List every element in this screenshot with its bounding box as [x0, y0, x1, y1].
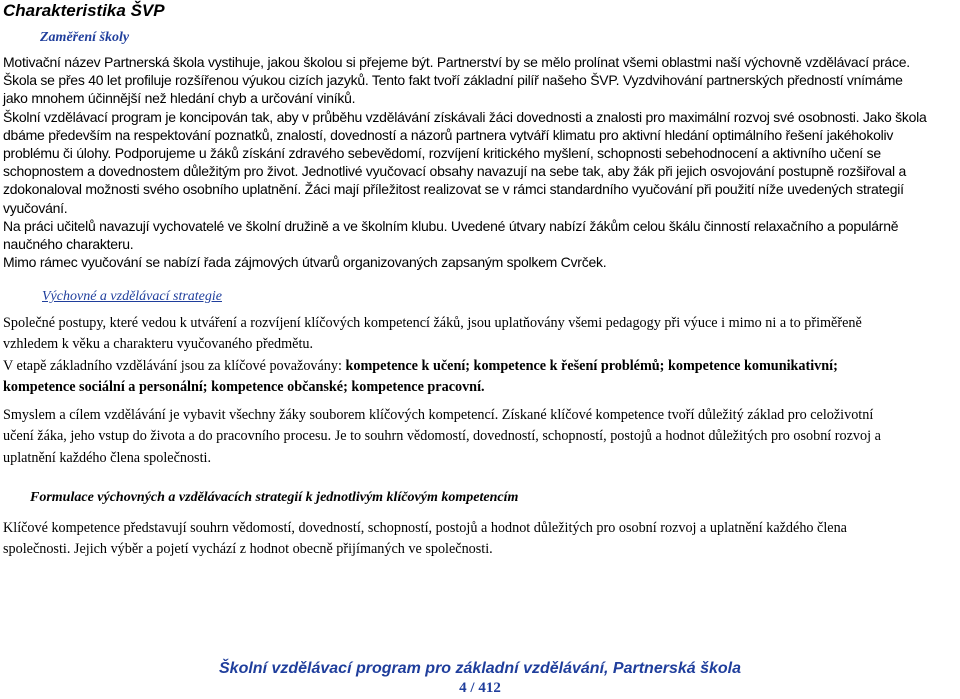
- section-purpose-text: [3, 405, 953, 469]
- section-heading-formulation: Formulace výchovných a vzdělávacích strategií k jednotlivým klíčovým kompetencím: [30, 490, 519, 505]
- text-line-prefix: V etapě základního vzdělávání jsou za klíčové považovány:: [3, 357, 346, 374]
- text-line: Škola se přes 40 let profiluje rozšířenou výukou cizích jazyků. Tento fakt tvoří základní pilíř našeho ŠVP. Vyzdvihování partnerských předností vnímáme: [3, 72, 903, 89]
- text-line: učení žáka, jeho vstup do života a do pracovního procesu. Je to souhrn vědomostí, dovedností, schopností, postojů a hodnot důležitých pro osobní rozvoj a: [3, 428, 881, 445]
- text-line: Motivační název Partnerská škola vystihuje, jakou školou si přejeme být. Partnerství by se mělo prolínat všemi oblastmi naší výchovně vzdělávací práce.: [3, 54, 910, 70]
- footer-title: Školní vzdělávací program pro základní vzdělávání, Partnerská škola: [219, 660, 741, 677]
- text-line: vzhledem k věku a charakteru vyučovaného předmětu.: [3, 336, 314, 353]
- text-line: uplatnění každého člena společnosti.: [3, 449, 212, 466]
- text-line: Společné postupy, které vedou k utváření a rozvíjení klíčových kompetencí žáků, jsou uplatňovány všemi pedagogy při výuce i mimo ni a to přiměřeně: [3, 315, 862, 331]
- text-line: Školní vzdělávací program je koncipován tak, aby v průběhu vzdělávání získávali žáci dovednosti a znalosti pro maximální rozvoj své osobnosti. Jako škola: [3, 108, 927, 125]
- section-heading-strategies: Výchovné a vzdělávací strategie: [42, 289, 222, 304]
- text-line: [3, 356, 953, 377]
- competences-list: kompetence sociální a personální; kompetence občanské; kompetence pracovní.: [3, 379, 485, 396]
- section-formulation-text: [3, 518, 953, 561]
- text-line: zdokonaloval možnosti svého osobního uplatnění. Žáci mají příležitost realizovat se v rámci standardního vyučování při použití níže uvedených strategií: [3, 181, 904, 198]
- text-line: Mimo rámec vyučování se nabízí řada zájmových útvarů organizovaných zapsaným spolkem Cvrček.: [3, 254, 607, 271]
- text-line: jako mnohem účinnější než hledání chyb a určování viníků.: [3, 90, 356, 107]
- text-line: schopnostem a dovednostem důležitým pro život. Jednotlivé vyučovací obsahy navazují na sebe tak, aby žák při jejich osvojování postupně rozšiřoval a: [3, 163, 907, 180]
- section-strategies-text: [3, 313, 953, 399]
- text-line: společnosti. Jejich výběr a pojetí vychází z hodnot obecně přijímaných ve společnosti.: [3, 541, 493, 558]
- section-focus-text: [3, 53, 953, 271]
- text-line: naučného charakteru.: [3, 236, 134, 253]
- text-line: Na práci učitelů navazují vychovatelé ve školní družině a ve školním klubu. Uvedené útvary nabízí žákům celou škálu činností relaxačního a populárně: [3, 217, 899, 234]
- page-title: Charakteristika ŠVP: [3, 1, 165, 20]
- text-line: dbáme především na respektování poznatků, znalostí, dovedností a názorů partnera vytváří klimatu pro aktivní hledání optimálního řešení jakéhokoliv: [3, 126, 894, 143]
- page-number: 4 / 412: [459, 680, 501, 696]
- text-line: [3, 377, 953, 398]
- text-line: Smyslem a cílem vzdělávání je vybavit všechny žáky souborem klíčových kompetencí. Získané klíčové kompetence tvoří důležitý základ pro celoživotní: [3, 407, 874, 423]
- section-heading-focus: Zaměření školy: [40, 30, 130, 45]
- competences-list: kompetence k učení; kompetence k řešení problémů; kompetence komunikativní;: [345, 357, 838, 374]
- text-line: Klíčové kompetence představují souhrn vědomostí, dovedností, schopností, postojů a hodnot důležitých pro osobní rozvoj a uplatnění každého člena: [3, 520, 847, 536]
- text-line: problému či úlohy. Podporujeme u žáků získání zdravého sebevědomí, rozvíjení kritického myšlení, schopnosti sebehodnocení a aktivního učení se: [3, 145, 881, 162]
- text-line: vyučování.: [3, 199, 68, 216]
